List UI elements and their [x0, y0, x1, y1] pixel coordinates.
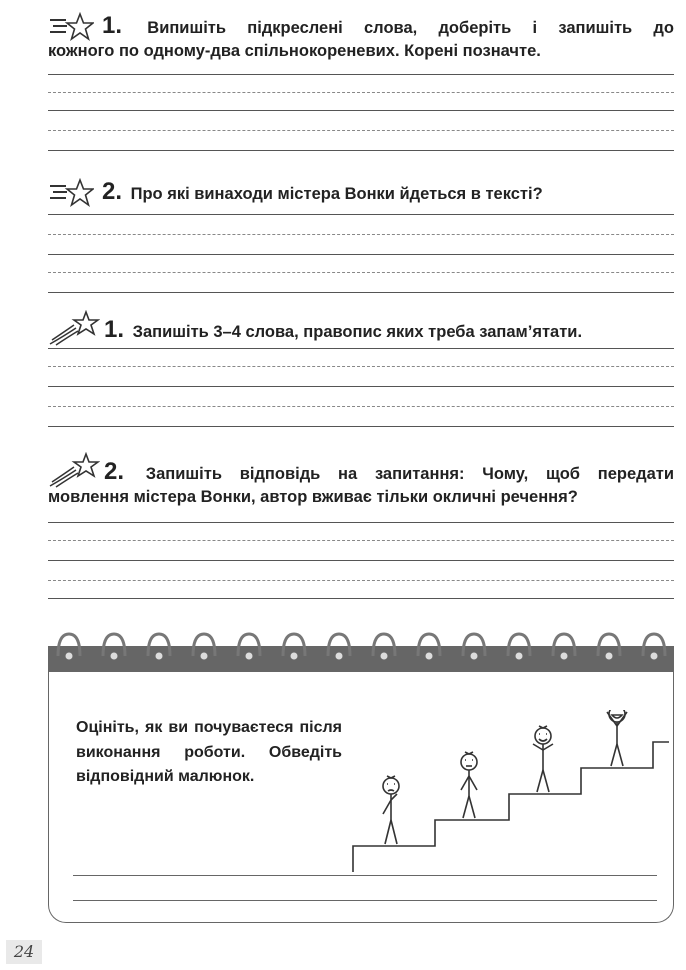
task-heading: [48, 318, 674, 344]
neutral-figure-icon: [461, 752, 477, 818]
shooting-star-icon: [48, 452, 100, 488]
task-text-line-2: мовлення містера Вонки, автор вживає тільки окличні речення?: [48, 488, 578, 506]
task-2-recall: [48, 180, 674, 206]
task-number: 2.: [102, 178, 123, 205]
task-1-recall: [48, 14, 674, 63]
task-heading: [48, 14, 674, 63]
task-number: 1.: [102, 12, 123, 39]
self-assessment-text: Оцініть, як ви почуваєтеся після виконання роботи. Обведіть відповідний малюнок.: [76, 719, 342, 785]
task-text-line-2: кожного по одному-два спільнокореневих. Корені позначте.: [48, 42, 541, 60]
shooting-star-icon: [48, 310, 100, 346]
task-text-line-1: Запишіть відповідь на запитання: Чому, щоб передати: [145, 465, 674, 483]
task-text-line-1: Випишіть підкреслені слова, доберіть і запишіть до: [147, 19, 674, 37]
task-text-line-1: Запишіть 3–4 слова, правопис яких треба запам’ятати.: [132, 323, 583, 341]
self-assessment-notebook: [48, 638, 674, 926]
answer-line[interactable]: [73, 875, 657, 876]
task-number: 1.: [104, 316, 125, 343]
very-happy-figure-icon: [607, 710, 627, 766]
spiral-rings-icon: [48, 626, 674, 660]
notebook-body: [48, 672, 674, 923]
mood-stairs-illustration[interactable]: [349, 710, 669, 874]
answer-line[interactable]: [73, 900, 657, 901]
worried-figure-icon: [383, 776, 399, 844]
page-number: 24: [6, 940, 42, 964]
task-number: 2.: [104, 458, 125, 485]
task-1-creative: [48, 318, 674, 344]
task-heading: [48, 180, 674, 206]
star-lines-icon: [48, 178, 94, 208]
task-text-line-1: Про які винаходи містера Вонки йдеться в тексті?: [130, 185, 543, 203]
star-lines-icon: [48, 12, 94, 42]
task-heading: [48, 460, 674, 509]
happy-figure-icon: [533, 726, 553, 792]
task-2-creative: [48, 460, 674, 509]
